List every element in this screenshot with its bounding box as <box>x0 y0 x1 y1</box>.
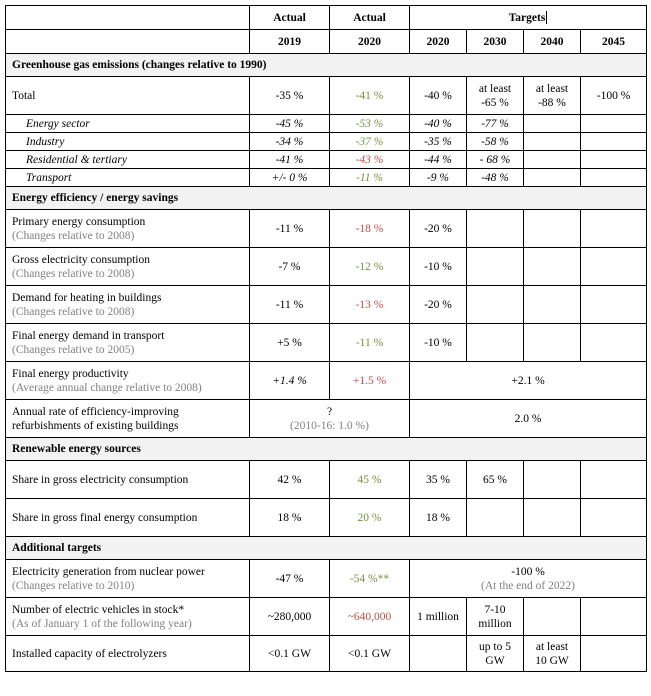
row-label-note: (Changes relative to 2008) <box>12 305 135 318</box>
row-label-note: (Changes relative to 2008) <box>12 229 135 242</box>
cell-target-2030: -48 % <box>467 169 524 187</box>
cell-target-2030: - 68 % <box>467 151 524 169</box>
cell-actual-2020: -37 % <box>330 133 410 151</box>
cell-empty <box>581 151 647 169</box>
cell-target-2020: -9 % <box>410 169 467 187</box>
cell-target-2030: -77 % <box>467 115 524 133</box>
table-row <box>6 77 647 115</box>
cell-empty <box>524 248 581 286</box>
cell-actual-2019: ~280,000 <box>250 598 330 636</box>
cell-actual-2020: -11 % <box>330 169 410 187</box>
cell-target-2030: up to 5 GW <box>467 636 524 672</box>
row-label <box>6 248 250 286</box>
cell-actual-2019: -34 % <box>250 133 330 151</box>
cell-target-value: -100 % <box>511 565 545 578</box>
header-targets: Targets <box>410 6 647 30</box>
cell-empty <box>524 133 581 151</box>
cell-empty <box>581 636 647 672</box>
cell-actual-2019: +1.4 % <box>250 362 330 400</box>
row-label: Share in gross electricity consumption <box>6 461 250 499</box>
cell-actual-2020: <0.1 GW <box>330 636 410 672</box>
cell-actual-2019: -11 % <box>250 210 330 248</box>
cell-actual-2019: +5 % <box>250 324 330 362</box>
cell-empty <box>524 169 581 187</box>
cell-actual-2020: ~640,000 <box>330 598 410 636</box>
cell-actual-2019: -35 % <box>250 77 330 115</box>
row-label-note: (As of January 1 of the following year) <box>12 617 192 630</box>
table-row <box>6 362 647 400</box>
cell-empty <box>467 210 524 248</box>
cell-actual-note: (2010-16: 1.0 %) <box>290 419 369 432</box>
row-label: Installed capacity of electrolyzers <box>6 636 250 672</box>
cell-target-2020: -35 % <box>410 133 467 151</box>
header-year: 2045 <box>581 30 647 54</box>
cell-actual-2019: 18 % <box>250 499 330 537</box>
header-year: 2040 <box>524 30 581 54</box>
cell-target-2020: -20 % <box>410 210 467 248</box>
header-year: 2020 <box>410 30 467 54</box>
row-label <box>6 210 250 248</box>
row-label-text: Final energy demand in transport <box>12 329 165 342</box>
cell-target-2020: 18 % <box>410 499 467 537</box>
cell-actual-2019: <0.1 GW <box>250 636 330 672</box>
cell-empty <box>581 286 647 324</box>
table-row <box>6 598 647 636</box>
row-label-note: (Average annual change relative to 2008) <box>12 381 202 394</box>
cell-actual-2020: -43 % <box>330 151 410 169</box>
header-year: 2030 <box>467 30 524 54</box>
table-row <box>6 115 647 133</box>
row-label-text: Number of electric vehicles in stock* <box>12 603 185 616</box>
energy-targets-table <box>5 5 647 672</box>
cell-actual-2020: -41 % <box>330 77 410 115</box>
table-row <box>6 461 647 499</box>
table-row <box>6 286 647 324</box>
cell-target-2030: at least -65 % <box>467 77 524 115</box>
row-label-text: Electricity generation from nuclear power <box>12 565 205 578</box>
cell-empty <box>410 636 467 672</box>
cell-actual-2019: -45 % <box>250 115 330 133</box>
section-additional: Additional targets <box>6 537 647 560</box>
cell-empty <box>467 324 524 362</box>
table-row <box>6 560 647 598</box>
table-row <box>6 248 647 286</box>
cell-empty <box>524 210 581 248</box>
cell-empty <box>467 286 524 324</box>
section-renewables: Renewable energy sources <box>6 438 647 461</box>
cell-target-2020: -20 % <box>410 286 467 324</box>
cell-target-2040: at least -88 % <box>524 77 581 115</box>
header-year: 2020 <box>330 30 410 54</box>
row-label: Residential & tertiary <box>6 151 250 169</box>
section-ghg: Greenhouse gas emissions (changes relative to 1990) <box>6 54 647 77</box>
table-row <box>6 324 647 362</box>
table-row <box>6 169 647 187</box>
cell-target-note: (At the end of 2022) <box>481 579 575 592</box>
cell-target-2030: -58 % <box>467 133 524 151</box>
cell-target-2040: at least 10 GW <box>524 636 581 672</box>
cell-empty <box>524 598 581 636</box>
row-label <box>6 598 250 636</box>
cell-empty <box>581 324 647 362</box>
row-label-text: Demand for heating in buildings <box>12 291 162 304</box>
cell-actual-2020: 20 % <box>330 499 410 537</box>
cell-target-2020: -40 % <box>410 115 467 133</box>
cell-empty <box>467 248 524 286</box>
cell-actual-2020: -11 % <box>330 324 410 362</box>
cell-target-2030: 65 % <box>467 461 524 499</box>
cell-actual-2019: +/- 0 % <box>250 169 330 187</box>
cell-target-2020: -10 % <box>410 248 467 286</box>
cell-actual-2019: -47 % <box>250 560 330 598</box>
cell-empty <box>581 248 647 286</box>
cell-empty <box>524 286 581 324</box>
header-corner <box>6 6 250 30</box>
cell-empty <box>524 324 581 362</box>
cell-target-2030: 7-10 million <box>467 598 524 636</box>
row-label: Annual rate of efficiency-improving refurbishments of existing buildings <box>6 400 250 438</box>
row-label-note: (Changes relative to 2010) <box>12 579 135 592</box>
cell-actual-2019: -41 % <box>250 151 330 169</box>
cell-target-2020: 35 % <box>410 461 467 499</box>
cell-target-2020: -44 % <box>410 151 467 169</box>
cell-empty <box>467 499 524 537</box>
cell-actual-2020: -18 % <box>330 210 410 248</box>
cell-empty <box>581 115 647 133</box>
cell-target-merged: 2.0 % <box>410 400 647 438</box>
cell-actual-2020: -12 % <box>330 248 410 286</box>
cell-target-2045: -100 % <box>581 77 647 115</box>
row-label-text: Gross electricity consumption <box>12 253 150 266</box>
table-row <box>6 151 647 169</box>
cell-empty <box>581 133 647 151</box>
header-actual-2019: Actual <box>250 6 330 30</box>
row-label <box>6 560 250 598</box>
cell-empty <box>581 499 647 537</box>
header-actual-2020: Actual <box>330 6 410 30</box>
table-row <box>6 636 647 672</box>
cell-actual-2020: -54 %** <box>330 560 410 598</box>
cell-empty <box>581 461 647 499</box>
cell-empty <box>581 210 647 248</box>
cell-actual-2019: 42 % <box>250 461 330 499</box>
cell-actual-merged <box>250 400 410 438</box>
row-label: Transport <box>6 169 250 187</box>
cell-target-merged <box>410 560 647 598</box>
cell-empty <box>524 115 581 133</box>
row-label-note: (Changes relative to 2005) <box>12 343 135 356</box>
cell-empty <box>524 461 581 499</box>
section-efficiency: Energy efficiency / energy savings <box>6 187 647 210</box>
table-row <box>6 210 647 248</box>
row-label <box>6 324 250 362</box>
row-label-text: Final energy productivity <box>12 367 129 380</box>
cell-target-2020: 1 million <box>410 598 467 636</box>
cell-actual-2020: -13 % <box>330 286 410 324</box>
cell-actual-2020: -53 % <box>330 115 410 133</box>
cell-target-merged: +2.1 % <box>410 362 647 400</box>
cell-target-2020: -10 % <box>410 324 467 362</box>
row-label: Share in gross final energy consumption <box>6 499 250 537</box>
text-cursor <box>546 11 547 24</box>
cell-actual-2020: +1.5 % <box>330 362 410 400</box>
cell-actual-value: ? <box>326 405 333 418</box>
row-label-text: Primary energy consumption <box>12 215 146 228</box>
table-row <box>6 133 647 151</box>
table-row <box>6 499 647 537</box>
row-label-note: (Changes relative to 2008) <box>12 267 135 280</box>
cell-actual-2020: 45 % <box>330 461 410 499</box>
row-label: Energy sector <box>6 115 250 133</box>
cell-actual-2019: -7 % <box>250 248 330 286</box>
cell-empty <box>524 151 581 169</box>
row-label <box>6 362 250 400</box>
row-label <box>6 286 250 324</box>
cell-actual-2019: -11 % <box>250 286 330 324</box>
cell-empty <box>524 499 581 537</box>
header-corner-2 <box>6 30 250 54</box>
cell-empty <box>581 169 647 187</box>
row-label: Total <box>6 77 250 115</box>
row-label: Industry <box>6 133 250 151</box>
cell-empty <box>581 598 647 636</box>
header-year: 2019 <box>250 30 330 54</box>
cell-target-2020: -40 % <box>410 77 467 115</box>
table-row <box>6 400 647 438</box>
